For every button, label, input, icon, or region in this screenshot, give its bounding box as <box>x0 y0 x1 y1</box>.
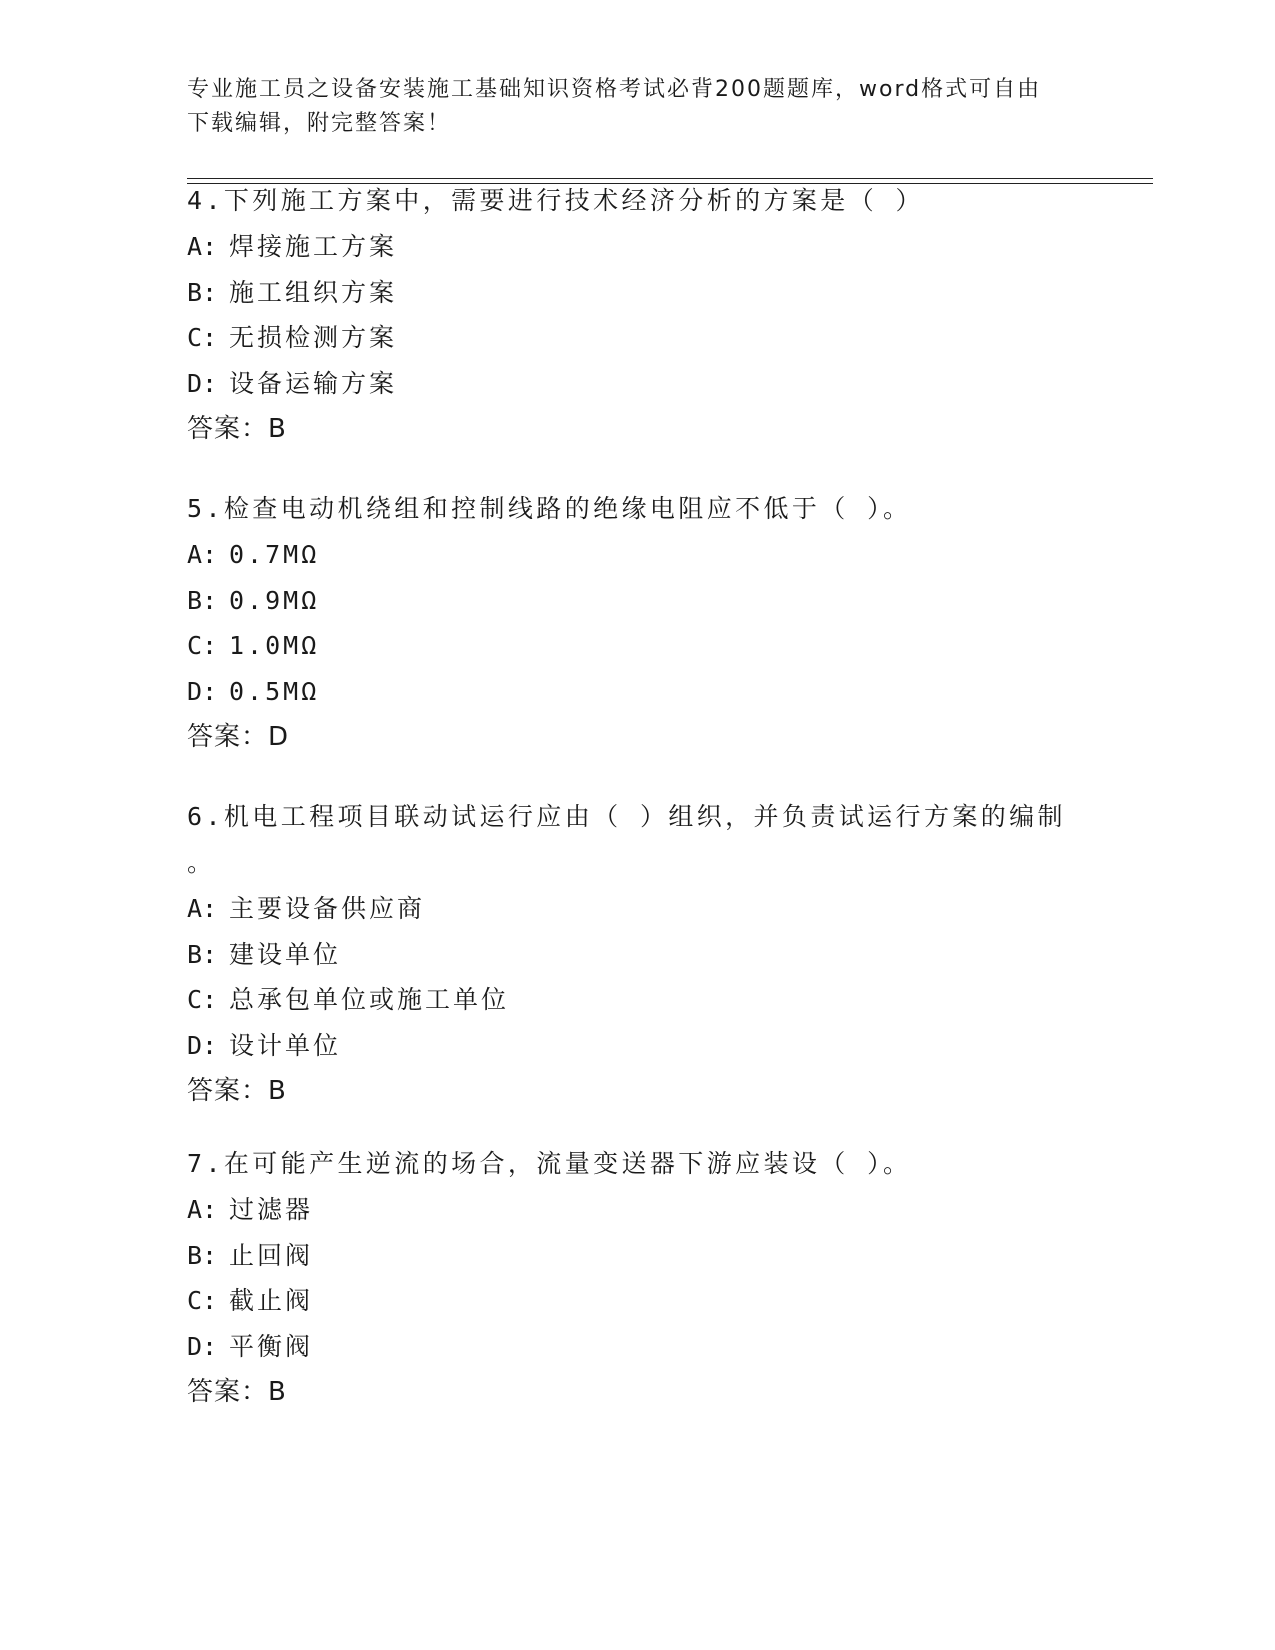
option-letter: B: <box>187 1240 218 1270</box>
answer-text: 答案：B <box>187 1377 287 1407</box>
document-header <box>187 73 1087 141</box>
option-b <box>187 578 1087 624</box>
option-letter: D: <box>187 1331 218 1361</box>
option-d <box>187 669 1087 715</box>
option-b <box>187 1233 1087 1279</box>
option-letter: A: <box>187 1195 218 1224</box>
question-stem: 7.在可能产生逆流的场合，流量变送器下游应装设（ ）。 <box>187 1149 912 1178</box>
option-letter: A: <box>187 540 218 569</box>
question-4 <box>187 178 1087 452</box>
option-a <box>187 1187 1087 1233</box>
option-letter: A: <box>187 894 218 923</box>
question-7 <box>187 1141 1087 1415</box>
option-text: 平衡阀 <box>229 1331 314 1361</box>
question-stem-continuation: 。 <box>187 848 213 877</box>
option-a <box>187 532 1087 578</box>
option-d <box>187 1324 1087 1370</box>
option-d <box>187 361 1087 407</box>
answer-text: 答案：B <box>187 414 287 444</box>
option-a <box>187 224 1087 270</box>
option-letter: C: <box>187 985 218 1014</box>
option-letter: B: <box>187 585 218 615</box>
answer-text: 答案：B <box>187 1076 287 1106</box>
question-stem: 4.下列施工方案中，需要进行技术经济分析的方案是（ ） <box>187 186 924 215</box>
option-text: 主要设备供应商 <box>229 894 426 923</box>
header-line-2: 下载编辑，附完整答案！ <box>187 111 452 136</box>
option-text: 0.5MΩ <box>229 676 320 706</box>
option-text: 0.7MΩ <box>229 540 320 569</box>
option-letter: C: <box>187 631 218 660</box>
option-b <box>187 932 1087 978</box>
option-letter: D: <box>187 676 218 706</box>
option-c <box>187 315 1087 361</box>
option-letter: B: <box>187 277 218 307</box>
option-text: 1.0MΩ <box>229 631 320 660</box>
option-b <box>187 270 1087 316</box>
option-text: 止回阀 <box>229 1240 314 1270</box>
option-letter: D: <box>187 368 218 398</box>
answer-text: 答案：D <box>187 722 290 752</box>
question-6 <box>187 794 1087 1114</box>
option-letter: B: <box>187 939 218 969</box>
option-text: 施工组织方案 <box>229 277 398 307</box>
option-letter: A: <box>187 232 218 261</box>
header-line-1: 专业施工员之设备安装施工基础知识资格考试必背200题题库，word格式可自由 <box>187 77 1042 102</box>
option-d <box>187 1023 1087 1069</box>
question-5 <box>187 486 1087 760</box>
option-text: 建设单位 <box>229 939 342 969</box>
option-text: 总承包单位或施工单位 <box>229 985 510 1014</box>
option-c <box>187 623 1087 669</box>
option-letter: D: <box>187 1030 218 1060</box>
option-text: 截止阀 <box>229 1286 314 1315</box>
option-text: 焊接施工方案 <box>229 232 398 261</box>
question-stem: 5.检查电动机绕组和控制线路的绝缘电阻应不低于（ ）。 <box>187 494 912 523</box>
option-a <box>187 886 1087 932</box>
option-c <box>187 1278 1087 1324</box>
option-text: 设备运输方案 <box>229 368 398 398</box>
option-text: 过滤器 <box>229 1195 314 1224</box>
option-letter: C: <box>187 1286 218 1315</box>
question-stem: 6.机电工程项目联动试运行应由（ ）组织，并负责试运行方案的编制 <box>187 802 1066 831</box>
option-text: 设计单位 <box>229 1030 342 1060</box>
option-letter: C: <box>187 323 218 352</box>
option-c <box>187 977 1087 1023</box>
option-text: 无损检测方案 <box>229 323 398 352</box>
option-text: 0.9MΩ <box>229 585 320 615</box>
